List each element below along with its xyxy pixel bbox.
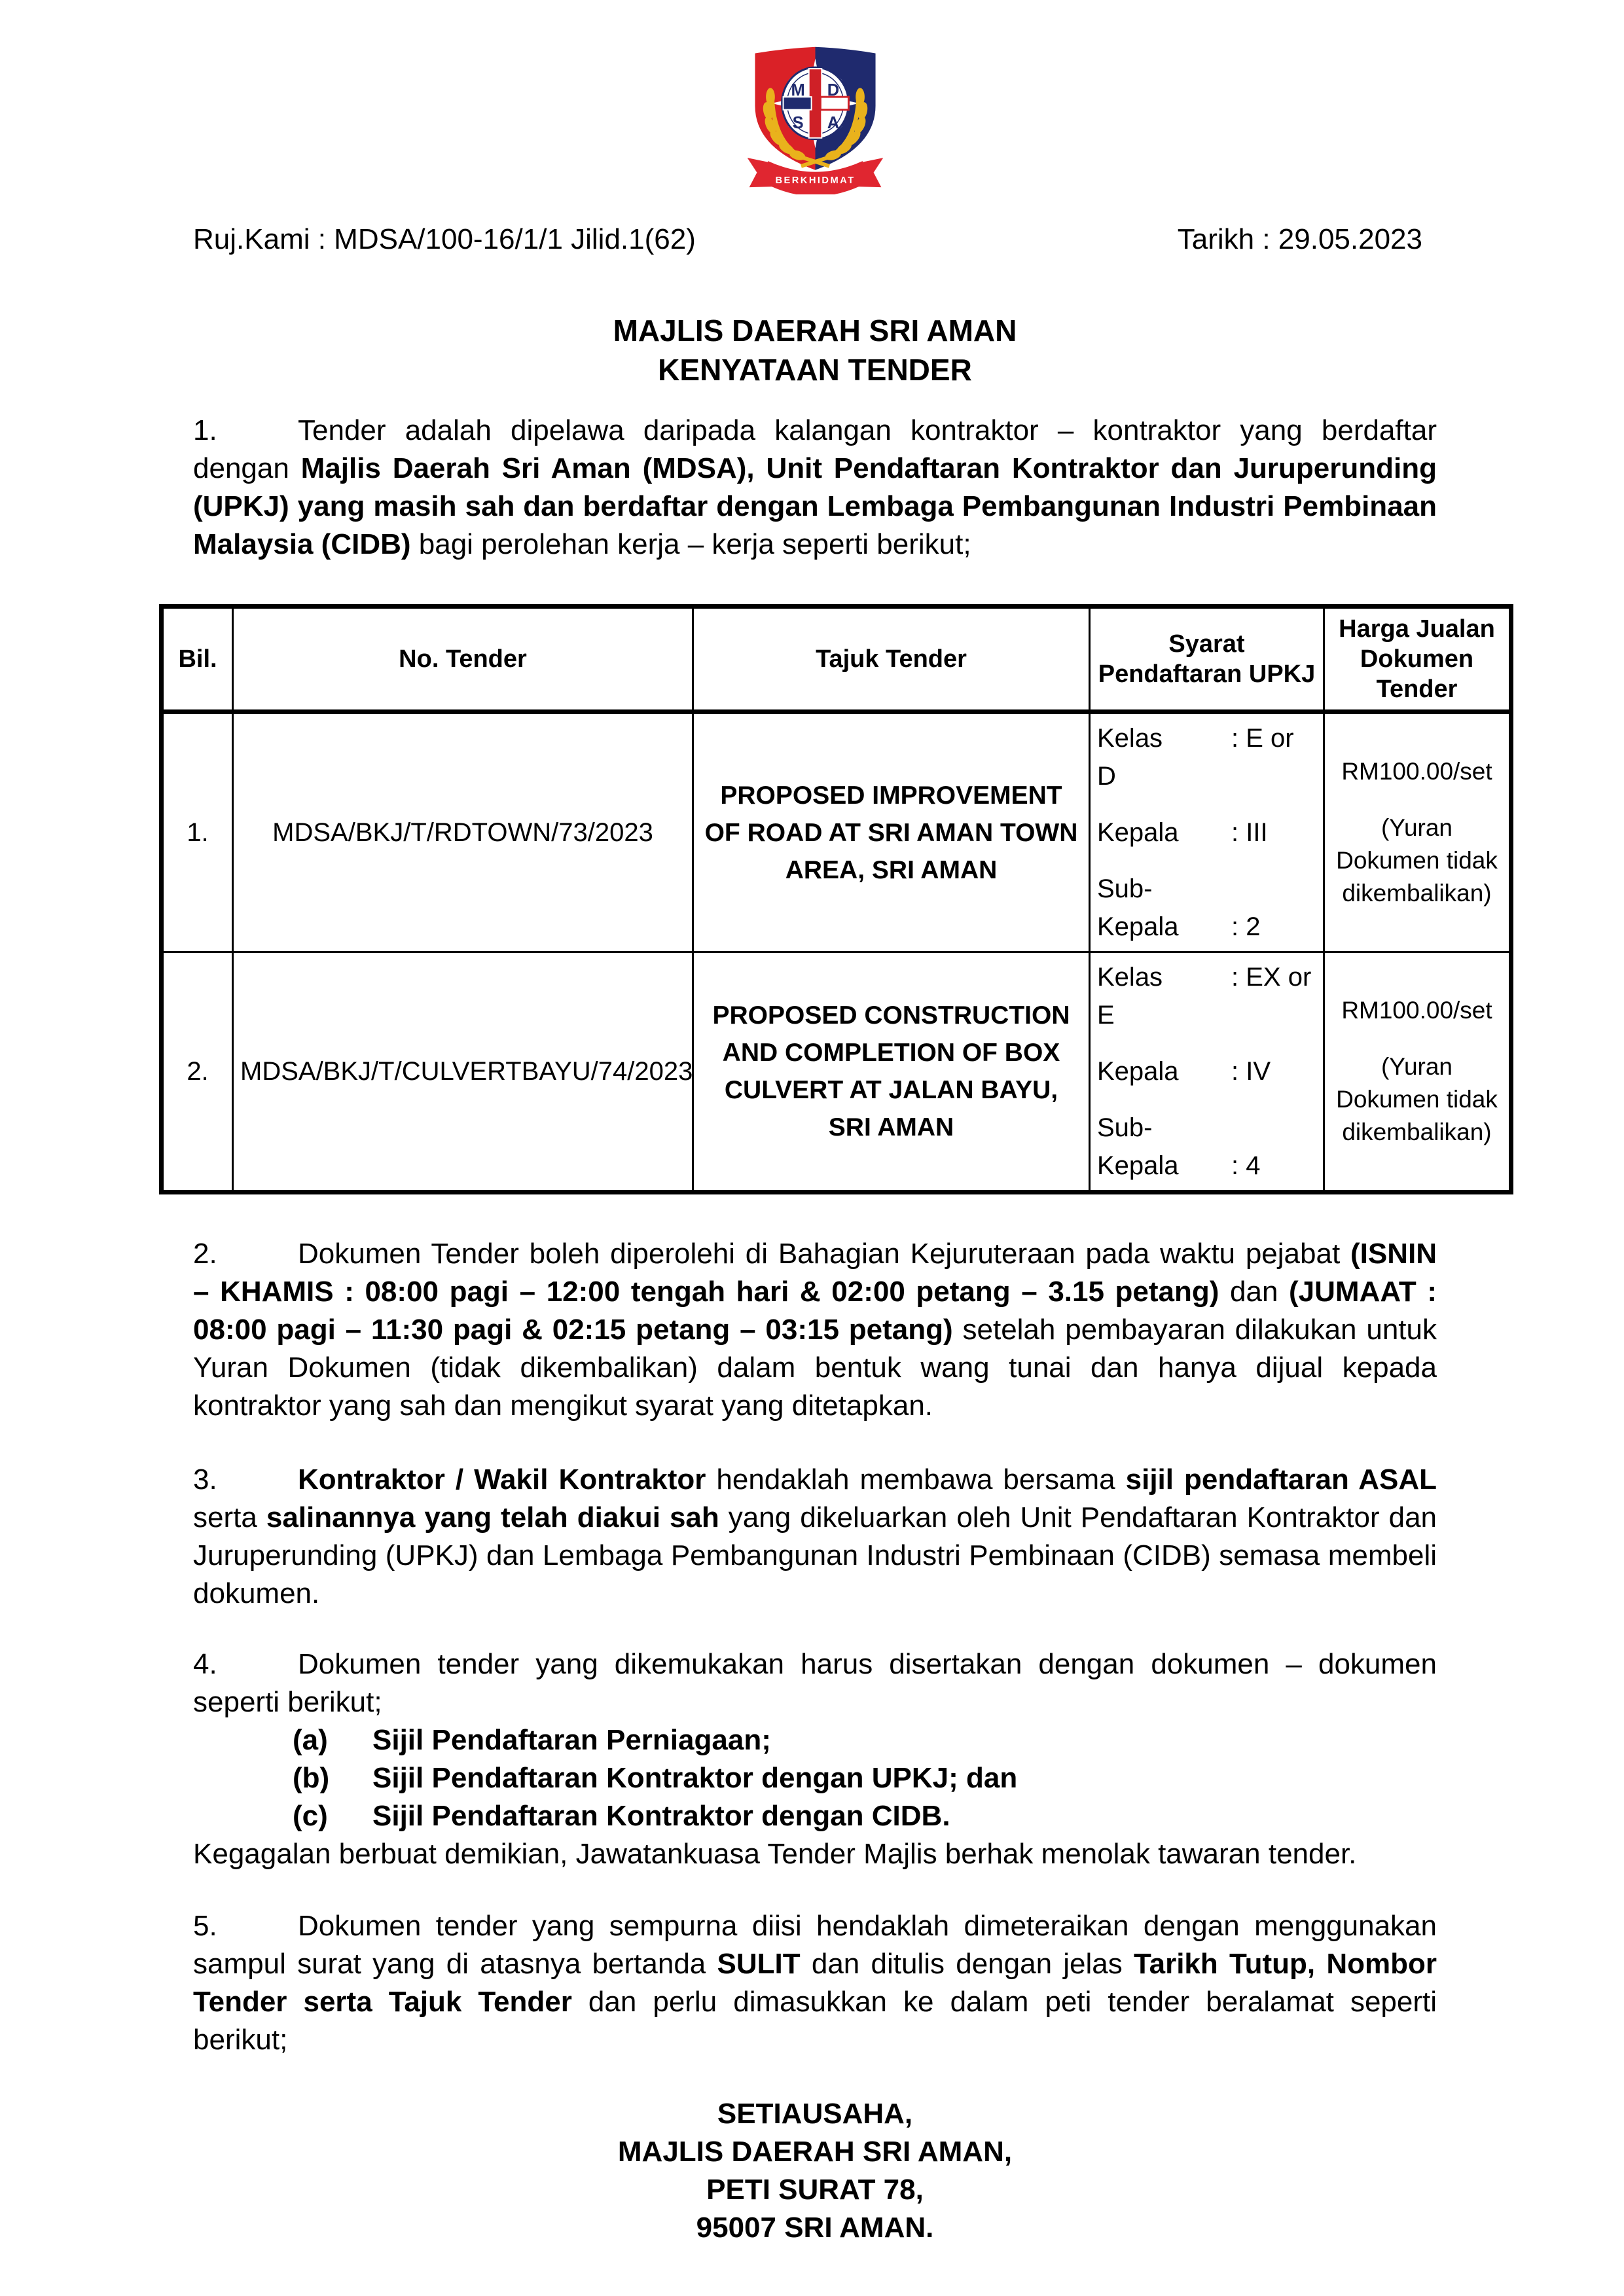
list-item-c-label: (c) [293, 1800, 328, 1832]
sub-kepala-label: Sub-Kepala [1097, 874, 1179, 941]
crest-letter-d: D [827, 81, 839, 100]
paragraph-3-text: Kontraktor / Wakil Kontraktor hendaklah membawa bersama sijil pendaftaran ASAL serta salinannya yang telah diakui sah yang dikeluarkan oleh Unit Pendaftaran Kontraktor dan Juruperunding (UPKJ) dan Lembaga Pembangunan Industri Pembinaan (CIDB) semasa membeli dokumen. [193, 1463, 1437, 1609]
row1-sub-kepala [1097, 870, 1316, 946]
reference-number: Ruj.Kami : MDSA/100-16/1/1 Jilid.1(62) [193, 223, 696, 255]
list-item-b-text: Sijil Pendaftaran Kontraktor dengan UPKJ; dan [372, 1762, 1018, 1794]
paragraph-4-closing: Kegagalan berbuat demikian, Jawatankuasa Tender Majlis berhak menolak tawaran tender. [193, 1838, 1357, 1870]
kelas-label: Kelas [1097, 963, 1163, 992]
row2-price-note: (Yuran Dokumen tidak dikembalikan) [1336, 1053, 1498, 1145]
row1-tender-number: MDSA/BKJ/T/RDTOWN/73/2023 [233, 712, 693, 952]
paragraph-4-text: Dokumen tender yang dikemukakan harus disertakan dengan dokumen – dokumen seperti berikut; [193, 1648, 1437, 1718]
row1-price: RM100.00/set [1341, 758, 1492, 785]
kepala-value: : III [1231, 818, 1268, 847]
mdsa-crest-logo [738, 34, 892, 194]
table-row [162, 952, 1511, 1193]
crest-letter-m: M [790, 81, 805, 100]
header-syarat-upkj: Syarat Pendaftaran UPKJ [1090, 607, 1324, 712]
row1-kepala [1097, 814, 1316, 852]
title-subject: KENYATAAN TENDER [658, 353, 972, 387]
reference-row [193, 221, 1437, 259]
paragraph-5 [193, 1907, 1437, 2059]
crest-letter-s: S [792, 114, 804, 133]
row1-kelas [1097, 719, 1316, 795]
header-tajuk-tender: Tajuk Tender [693, 607, 1090, 712]
row1-harga [1324, 712, 1511, 952]
address-line: SETIAUSAHA, [717, 2098, 913, 2130]
paragraph-1-number: 1. [193, 414, 217, 446]
document-date: Tarikh : 29.05.2023 [1177, 223, 1422, 255]
paragraph-4-number: 4. [193, 1648, 217, 1680]
paragraph-4 [193, 1645, 1437, 1721]
list-item-c-text: Sijil Pendaftaran Kontraktor dengan CIDB. [372, 1800, 950, 1832]
crest-letter-a: A [827, 114, 839, 133]
paragraph-2 [193, 1235, 1437, 1425]
address-line: PETI SURAT 78, [706, 2174, 924, 2206]
sub-kepala-value: : 2 [1231, 912, 1261, 941]
row2-kelas [1097, 958, 1316, 1034]
kepala-label: Kepala [1097, 1057, 1179, 1086]
list-item-a [193, 1721, 1437, 1759]
tender-box-address [193, 2095, 1437, 2247]
table-row [162, 712, 1511, 952]
row2-syarat [1090, 952, 1324, 1193]
list-item-c [193, 1797, 1437, 1835]
row2-kepala [1097, 1052, 1316, 1090]
header-no-tender: No. Tender [233, 607, 693, 712]
kelas-value: : E or D [1097, 724, 1294, 791]
row2-tender-number: MDSA/BKJ/T/CULVERTBAYU/74/2023 [233, 952, 693, 1193]
paragraph-5-text: Dokumen tender yang sempurna diisi hendaklah dimeteraikan dengan menggunakan sampul surat yang di atasnya bertanda SULIT dan ditulis dengan jelas Tarikh Tutup, Nombor Tender serta Tajuk Tender dan perlu dimasukkan ke dalam peti tender beralamat seperti berikut; [193, 1910, 1437, 2056]
header-harga-dokumen: Harga Jualan Dokumen Tender [1324, 607, 1511, 712]
paragraph-3-number: 3. [193, 1463, 217, 1496]
row1-syarat [1090, 712, 1324, 952]
kepala-label: Kepala [1097, 818, 1179, 847]
row1-price-note: (Yuran Dokumen tidak dikembalikan) [1336, 814, 1498, 906]
paragraph-2-number: 2. [193, 1238, 217, 1270]
paragraph-1 [193, 412, 1437, 564]
kepala-value: : IV [1231, 1057, 1271, 1086]
list-item-a-label: (a) [293, 1724, 328, 1756]
ribbon-motto: BERKHIDMAT [774, 175, 856, 187]
row2-bil: 2. [162, 952, 233, 1193]
paragraph-3 [193, 1461, 1437, 1613]
row2-tender-title: PROPOSED CONSTRUCTION AND COMPLETION OF BOX CULVERT AT JALAN BAYU, SRI AMAN [693, 952, 1090, 1193]
document-title [193, 311, 1437, 389]
address-line: MAJLIS DAERAH SRI AMAN, [617, 2136, 1013, 2168]
paragraph-2-text: Dokumen Tender boleh diperolehi di Bahagian Kejuruteraan pada waktu pejabat (ISNIN – KHAMIS : 08:00 pagi – 12:00 tengah hari & 02:00 petang – 3.15 petang) dan (JUMAAT : 08:00 pagi – 11:30 pagi & 02:15 petang – 03:15 petang) setelah pembayaran dilakukan untuk Yuran Dokumen (tidak dikembalikan) dalam bentuk wang tunai dan hanya dijual kepada kontraktor yang sah dan mengikut syarat yang ditetapkan. [193, 1238, 1437, 1422]
kelas-label: Kelas [1097, 724, 1163, 753]
tender-table [159, 604, 1513, 1194]
row1-tender-title: PROPOSED IMPROVEMENT OF ROAD AT SRI AMAN TOWN AREA, SRI AMAN [693, 712, 1090, 952]
letterhead [193, 0, 1437, 194]
paragraph-1-text: Tender adalah dipelawa daripada kalangan kontraktor – kontraktor yang berdaftar dengan Majlis Daerah Sri Aman (MDSA), Unit Pendaftaran Kontraktor dan Juruperunding (UPKJ) yang masih sah dan berdaftar dengan Lembaga Pembangunan Industri Pembinaan Malaysia (CIDB) bagi perolehan kerja – kerja seperti berikut; [193, 414, 1437, 560]
paragraph-5-number: 5. [193, 1910, 217, 1942]
row1-bil: 1. [162, 712, 233, 952]
sub-kepala-value: : 4 [1231, 1151, 1261, 1180]
tender-table-wrap [159, 604, 1498, 1194]
list-item-b-label: (b) [293, 1762, 330, 1794]
title-organisation: MAJLIS DAERAH SRI AMAN [613, 314, 1017, 348]
sub-kepala-label: Sub-Kepala [1097, 1113, 1179, 1180]
table-header-row [162, 607, 1511, 712]
row2-harga [1324, 952, 1511, 1193]
header-bil: Bil. [162, 607, 233, 712]
kelas-value: : EX or E [1097, 963, 1312, 1030]
list-item-b [193, 1759, 1437, 1797]
row2-price: RM100.00/set [1341, 997, 1492, 1024]
address-line: 95007 SRI AMAN. [696, 2212, 934, 2244]
row2-sub-kepala [1097, 1109, 1316, 1185]
list-item-a-text: Sijil Pendaftaran Perniagaan; [372, 1724, 771, 1756]
